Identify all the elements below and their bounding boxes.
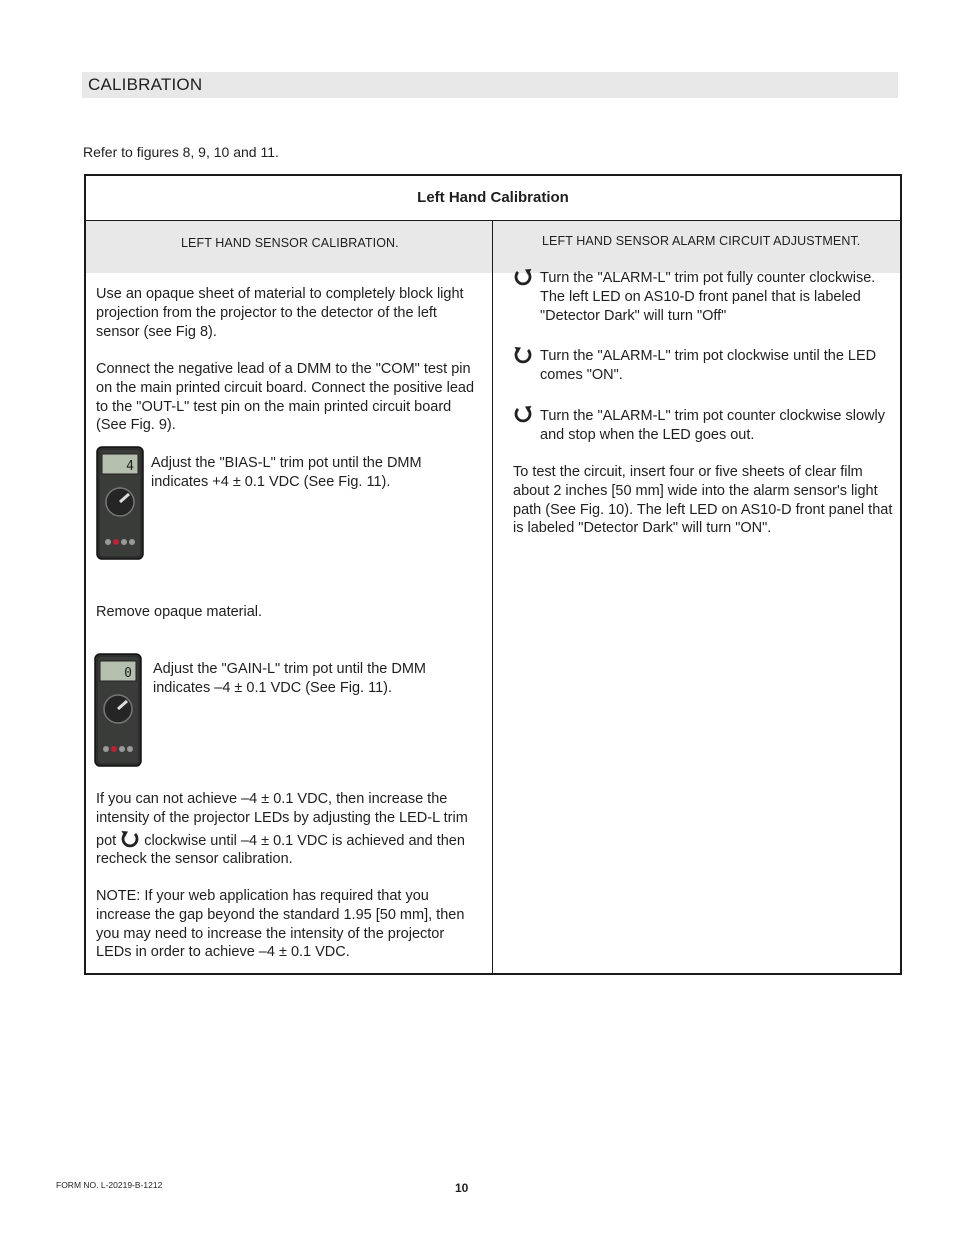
column-divider (492, 221, 493, 973)
remove-material-text: Remove opaque material. (96, 604, 263, 620)
led-intensity-part2: clockwise until –4 ± 0.1 VDC is achieved and then recheck the sensor calibration. (96, 832, 465, 868)
meter1-display: 4 (126, 459, 134, 474)
form-number: FORM NO. L-20219-B-1212 (56, 1180, 163, 1190)
left-para-block: Use an opaque sheet of material to completely block light projection from the projector to the detector of the left sensor (see Fig 8). (96, 286, 464, 340)
calibration-table (84, 174, 902, 975)
dmm-meter-icon (96, 446, 144, 560)
clockwise-rotation-icon (120, 828, 140, 848)
alarm-step2-text: Turn the "ALARM-L" trim pot clockwise until the LED comes "ON". (540, 348, 877, 383)
left-heading-text: LEFT HAND SENSOR CALIBRATION. (181, 236, 399, 250)
section-header (82, 72, 898, 98)
note-text: NOTE: If your web application has required that you increase the gap beyond the standard 1.95 [50 mm], then you may need to increase the intensity of the projector LEDs in order to achieve –4 ± 0.1 VDC. (96, 888, 465, 961)
step-bias-text: Adjust the "BIAS-L" trim pot until the DMM indicates +4 ± 0.1 VDC (See Fig. 11). (151, 455, 422, 490)
page-number: 10 (455, 1181, 469, 1195)
right-heading-text: LEFT HAND SENSOR ALARM CIRCUIT ADJUSTMENT. (542, 234, 861, 248)
meter2-display: 0 (124, 666, 132, 681)
table-title-row (86, 176, 900, 221)
intro-text: Refer to figures 8, 9, 10 and 11. (83, 144, 279, 160)
counter-clockwise-rotation-icon (513, 403, 533, 423)
clockwise-rotation-icon (513, 344, 533, 364)
left-column-heading (86, 221, 492, 273)
alarm-step3-text: Turn the "ALARM-L" trim pot counter clockwise slowly and stop when the LED goes out. (540, 408, 885, 443)
section-title: CALIBRATION (88, 75, 203, 94)
alarm-step1-text: Turn the "ALARM-L" trim pot fully counter clockwise. The left LED on AS10-D front panel that is labeled "Detector Dark" will turn "Off" (540, 270, 876, 324)
led-intensity-part1: If you can not achieve –4 ± 0.1 VDC, then increase the intensity of the projector LEDs by adjusting the LED-L trim pot (96, 791, 468, 849)
dmm-meter-icon (94, 653, 142, 767)
right-column-heading (493, 221, 900, 273)
step-gain-text: Adjust the "GAIN-L" trim pot until the DMM indicates –4 ± 0.1 VDC (See Fig. 11). (153, 661, 426, 696)
led-intensity-text (96, 790, 481, 869)
table-title: Left Hand Calibration (417, 189, 569, 206)
alarm-test-text: To test the circuit, insert four or five sheets of clear film about 2 inches [50 mm] wide into the alarm sensor's light path (See Fig. 10). The left LED on AS10-D front panel that is labeled "Detector Dark" will turn "ON". (513, 464, 893, 537)
left-para-connect: Connect the negative lead of a DMM to the "COM" test pin on the main printed circuit board. Connect the positive lead to the "OUT-L" test pin on the main printed circuit board (See Fig. 9). (96, 361, 475, 434)
counter-clockwise-rotation-icon (513, 266, 533, 286)
